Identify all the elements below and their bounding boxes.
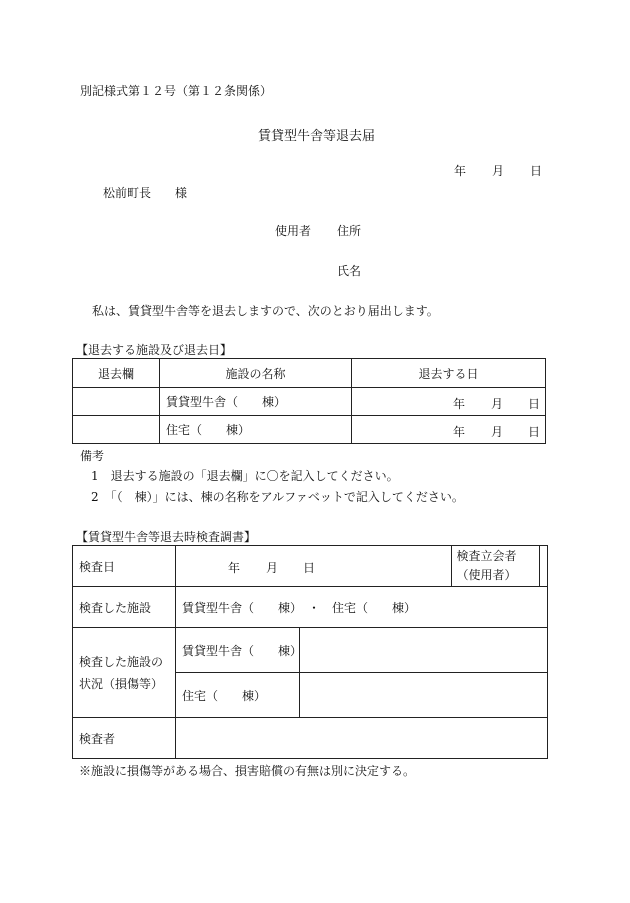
table-row	[73, 587, 548, 628]
condition-house-label: 住宅（ 棟）	[176, 673, 300, 718]
departure-date-cell[interactable]	[352, 388, 546, 416]
addressee: 松前町長 様	[103, 186, 188, 200]
col-header-facility: 施設の名称	[160, 359, 352, 388]
user-label: 使用者	[275, 224, 312, 238]
condition-label-cell	[73, 628, 176, 718]
table-row	[73, 628, 548, 673]
row2-year: 年	[453, 424, 466, 439]
statement: 私は、賃貸型牛舎等を退去しますので、次のとおり届出します。	[92, 304, 439, 318]
date-month-label: 月	[492, 164, 505, 178]
col-header-departure: 退去欄	[73, 359, 160, 388]
notes-heading: 備考	[80, 449, 105, 463]
table-row	[73, 416, 546, 444]
table-row	[73, 718, 548, 759]
departure-mark-cell[interactable]	[73, 388, 160, 416]
note-2: 2 「（ 棟）」には、棟の名称をアルファベットで記入してください。	[91, 490, 464, 504]
form-title: 賃貸型牛舎等退去届	[258, 129, 376, 144]
insp-day: 日	[303, 561, 316, 575]
row1-month: 月	[491, 396, 504, 411]
footnote: ※施設に損傷等がある場合、損害賠償の有無は別に決定する。	[79, 764, 416, 778]
insp-month: 月	[266, 561, 279, 575]
inspection-date-label: 検査日	[73, 546, 176, 587]
address-label: 住所	[337, 224, 362, 238]
col-header-date: 退去する日	[352, 359, 546, 388]
row1-day: 日	[528, 396, 541, 411]
section2-heading: 【賃貸型牛舎等退去時検査調書】	[76, 530, 257, 544]
date-day-label: 日	[530, 164, 543, 178]
condition-label-2: 状況（損傷等）	[79, 676, 164, 691]
facility-house: 住宅（ 棟）	[160, 416, 352, 444]
row2-day: 日	[528, 424, 541, 439]
departure-table	[72, 358, 546, 444]
date-year-label: 年	[454, 164, 467, 178]
witness-label-1: 検査立会者	[456, 549, 517, 563]
row2-month: 月	[491, 424, 504, 439]
condition-label-1: 検査した施設の	[79, 654, 164, 669]
table-row	[73, 546, 548, 587]
section1-heading: 【退去する施設及び退去日】	[76, 343, 233, 357]
inspected-facility-value: 賃貸型牛舎（ 棟） ・ 住宅（ 棟）	[176, 587, 548, 628]
table-header-row	[73, 359, 546, 388]
inspector-value[interactable]	[176, 718, 548, 759]
witness-value-cell[interactable]	[539, 546, 547, 587]
inspection-date-cell[interactable]	[176, 546, 452, 587]
note-1: 1 退去する施設の「退去欄」に〇を記入してください。	[91, 469, 399, 483]
witness-label-2: （使用者）	[456, 568, 517, 582]
form-number: 別記様式第１２号（第１２条関係）	[80, 84, 273, 98]
departure-mark-cell[interactable]	[73, 416, 160, 444]
row1-year: 年	[453, 396, 466, 411]
condition-barn-value[interactable]	[300, 628, 548, 673]
facility-barn: 賃貸型牛舎（ 棟）	[160, 388, 352, 416]
table-row	[73, 388, 546, 416]
inspection-table	[72, 545, 548, 759]
inspected-facility-label: 検査した施設	[73, 587, 176, 628]
condition-house-value[interactable]	[300, 673, 548, 718]
name-label: 氏名	[337, 264, 362, 278]
departure-date-cell[interactable]	[352, 416, 546, 444]
insp-year: 年	[228, 561, 241, 575]
condition-barn-label: 賃貸型牛舎（ 棟）	[176, 628, 300, 673]
inspector-label: 検査者	[73, 718, 176, 759]
witness-label-cell	[451, 546, 539, 587]
